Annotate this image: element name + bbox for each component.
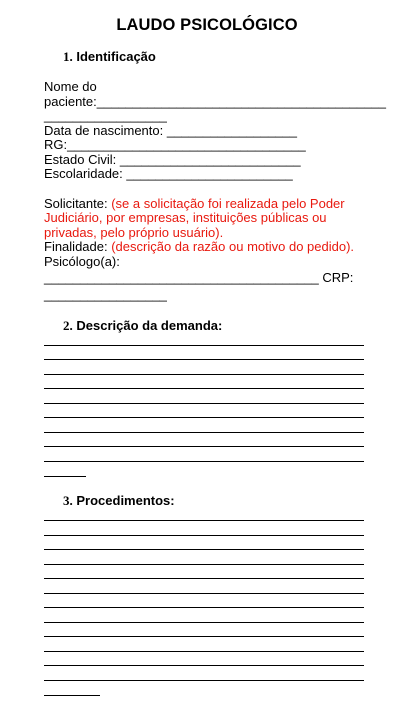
procedures-line[interactable] bbox=[44, 622, 364, 623]
rg-field[interactable]: RG:_________________________________ bbox=[44, 137, 306, 152]
demand-line[interactable] bbox=[44, 417, 364, 418]
document-title: LAUDO PSICOLÓGICO bbox=[116, 16, 298, 34]
section-heading-demand bbox=[63, 318, 222, 334]
demand-line[interactable] bbox=[44, 388, 364, 389]
procedures-line[interactable] bbox=[44, 564, 364, 565]
demand-line-end[interactable] bbox=[44, 476, 86, 477]
requester-hint-continued: Judiciário, por empresas, instituições públicas ou bbox=[44, 210, 327, 225]
procedures-line[interactable] bbox=[44, 593, 364, 594]
patient-name-field-continued[interactable]: _________________ bbox=[44, 108, 167, 123]
requester-hint-end: privadas, pelo próprio usuário). bbox=[44, 225, 224, 240]
section-number: 3. bbox=[63, 493, 73, 508]
section-label: Procedimentos: bbox=[76, 493, 175, 508]
section-heading-procedures bbox=[63, 493, 175, 509]
demand-line[interactable] bbox=[44, 403, 364, 404]
schooling-field[interactable]: Escolaridade: _______________________ bbox=[44, 166, 293, 181]
patient-name-field[interactable]: paciente:________________________________________ bbox=[44, 94, 386, 109]
section-label: Identificação bbox=[76, 49, 156, 64]
procedures-line[interactable] bbox=[44, 535, 364, 536]
demand-line[interactable] bbox=[44, 345, 364, 346]
procedures-line[interactable] bbox=[44, 578, 364, 579]
procedures-line[interactable] bbox=[44, 520, 364, 521]
requester-label: Solicitante: bbox=[44, 196, 112, 211]
demand-line[interactable] bbox=[44, 374, 364, 375]
procedures-line[interactable] bbox=[44, 607, 364, 608]
crp-field[interactable]: _________________ bbox=[44, 287, 167, 302]
section-heading-identification bbox=[63, 49, 156, 65]
requester-row bbox=[44, 196, 345, 211]
section-number: 2. bbox=[63, 318, 73, 333]
birth-date-field[interactable]: Data de nascimento: __________________ bbox=[44, 123, 297, 138]
demand-line[interactable] bbox=[44, 446, 364, 447]
procedures-line[interactable] bbox=[44, 651, 364, 652]
demand-line[interactable] bbox=[44, 359, 364, 360]
psychologist-label: Psicólogo(a): bbox=[44, 254, 120, 269]
section-number: 1. bbox=[63, 49, 73, 64]
section-label: Descrição da demanda: bbox=[76, 318, 223, 333]
demand-line[interactable] bbox=[44, 432, 364, 433]
procedures-line[interactable] bbox=[44, 665, 364, 666]
psychologist-field[interactable]: ______________________________________ CRP: bbox=[44, 270, 354, 285]
purpose-hint: (descrição da razão ou motivo do pedido). bbox=[111, 239, 355, 254]
procedures-line[interactable] bbox=[44, 549, 364, 550]
purpose-label: Finalidade: bbox=[44, 239, 112, 254]
civil-status-field[interactable]: Estado Civil: _________________________ bbox=[44, 152, 301, 167]
requester-hint: (se a solicitação foi realizada pelo Poder bbox=[111, 196, 345, 211]
procedures-line[interactable] bbox=[44, 680, 364, 681]
patient-name-label: Nome do bbox=[44, 79, 97, 94]
demand-line[interactable] bbox=[44, 461, 364, 462]
procedures-line-end[interactable] bbox=[44, 695, 100, 696]
procedures-line[interactable] bbox=[44, 636, 364, 637]
purpose-row bbox=[44, 239, 354, 254]
